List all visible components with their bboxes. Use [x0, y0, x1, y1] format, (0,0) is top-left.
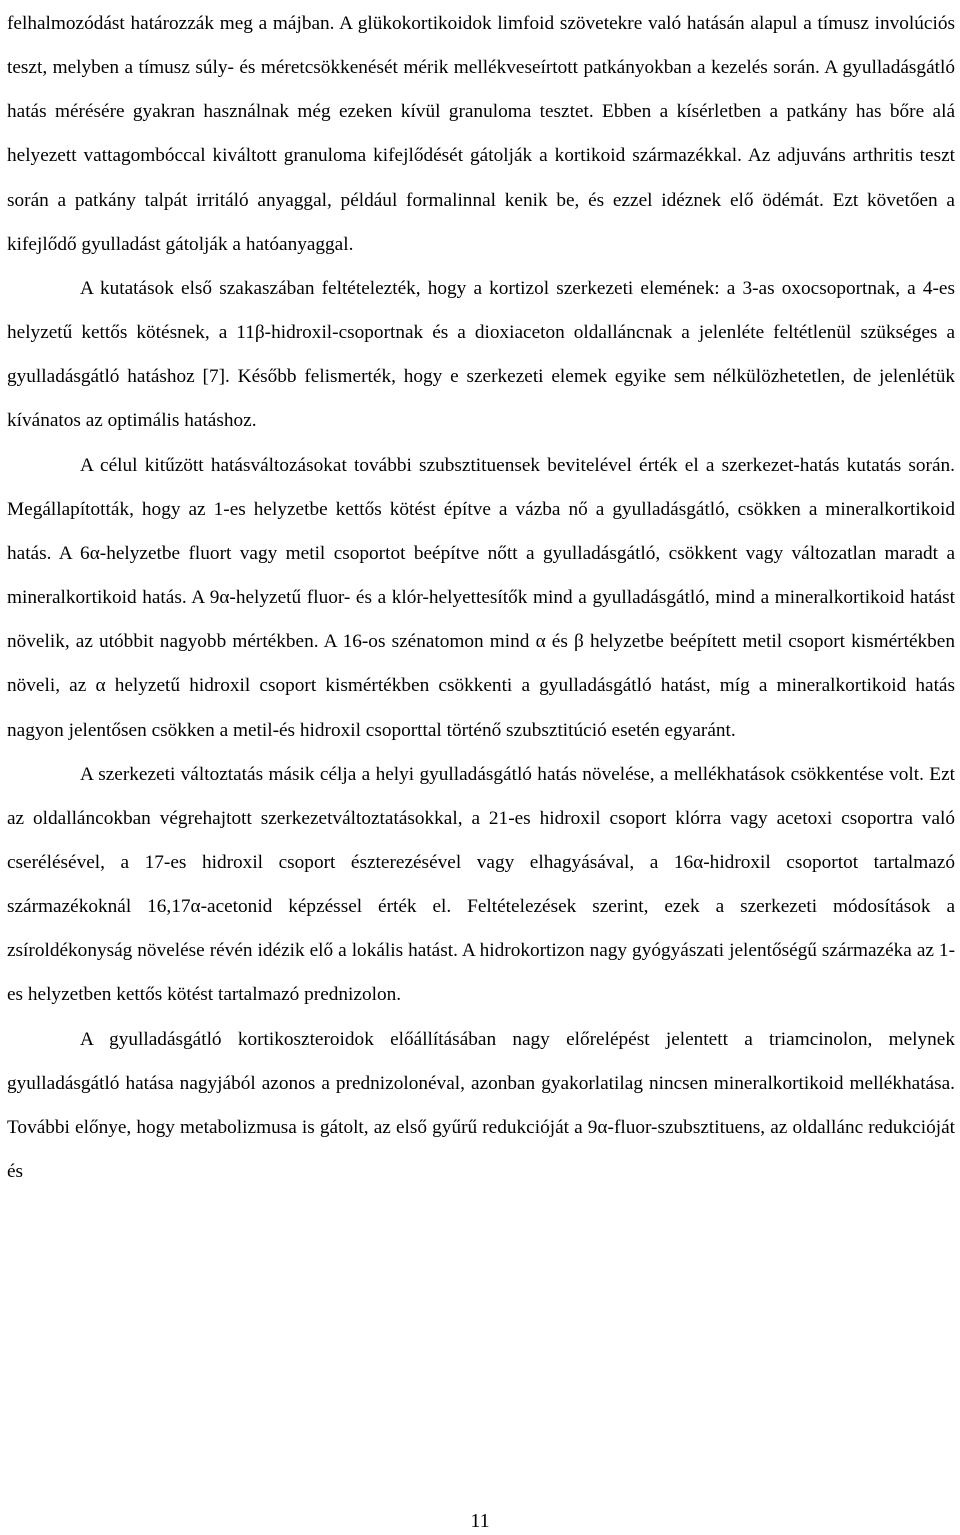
- document-body: [7, 0, 955, 1194]
- paragraph-4: A szerkezeti változtatás másik célja a helyi gyulladásgátló hatás növelése, a mellékhatások csökkentése volt. Ezt az oldalláncokban végrehajtott szerkezetváltoztatásokkal, a 21-es hidroxil csoport klórra vagy acetoxi csoportra való cserélésével, a 17-es hidroxil csoport észterezésével vagy elhagyásával, a 16α-hidroxil csoportot tartalmazó származékoknál 16,17α-acetonid képzéssel érték el. Feltételezések szerint, ezek a szerkezeti módosítások a zsíroldékonyság növelése révén idézik elő a lokális hatást. A hidrokortizon nagy gyógyászati jelentőségű származéka az 1-es helyzetben kettős kötést tartalmazó prednizolon.: [7, 763, 955, 1006]
- paragraph-2: A kutatások első szakaszában feltételezték, hogy a kortizol szerkezeti elemének: a 3-as oxocsoportnak, a 4-es helyzetű kettős kötésnek, a 11β-hidroxil-csoportnak és a dioxiaceton oldalláncnak a jelenléte feltétlenül szükséges a gyulladásgátló hatáshoz [7]. Később felismerték, hogy e szerkezeti elemek egyike sem nélkülözhetetlen, de jelenlétük kívánatos az optimális hatáshoz.: [7, 277, 955, 432]
- paragraph-1: felhalmozódást határozzák meg a májban. A glükokortikoidok limfoid szövetekre való hatásán alapul a tímusz involúciós teszt, melyben a tímusz súly- és méretcsökkenését mérik mellékveseírtott patkányokban a kezelés során. A gyulladásgátló hatás mérésére gyakran használnak még ezeken kívül granuloma tesztet. Ebben a kísérletben a patkány has bőre alá helyezett vattagombóccal kiváltott granuloma kifejlődését gátolják a kortikoid származékkal. Az adjuváns arthritis teszt során a patkány talpát irritáló anyaggal, például formalinnal kenik be, és ezzel idéznek elő ödémát. Ezt követően a kifejlődő gyulladást gátolják a hatóanyaggal.: [7, 13, 955, 255]
- page-number: 11: [470, 1510, 490, 1532]
- paragraph-3: A célul kitűzött hatásváltozásokat további szubsztituensek bevitelével érték el a szerkezet-hatás kutatás során. Megállapították, hogy az 1-es helyzetbe kettős kötést építve a vázba nő a gyulladásgátló, csökken a mineralkortikoid hatás. A 6α-helyzetbe fluort vagy metil csoportot beépítve nőtt a gyulladásgátló, csökkent vagy változatlan maradt a mineralkortikoid hatás. A 9α-helyzetű fluor- és a klór-helyettesítők mind a gyulladásgátló, mind a mineralkortikoid hatást növelik, az utóbbit nagyobb mértékben. A 16-os szénatomon mind α és β helyzetbe beépített metil csoport kismértékben növeli, az α helyzetű hidroxil csoport kismértékben csökkenti a gyulladásgátló hatást, míg a mineralkortikoid hatás nagyon jelentősen csökken a metil-és hidroxil csoporttal történő szubsztitúció esetén egyaránt.: [7, 454, 955, 741]
- paragraph-5: A gyulladásgátló kortikoszteroidok előállításában nagy előrelépést jelentett a triamcinolon, melynek gyulladásgátló hatása nagyjából azonos a prednizolonéval, azonban gyakorlatilag nincsen mineralkortikoid mellékhatása. További előnye, hogy metabolizmusa is gátolt, az első gyűrű redukcióját a 9α-fluor-szubsztituens, az oldallánc redukcióját és: [7, 1028, 955, 1183]
- document-page: [7, 0, 955, 1194]
